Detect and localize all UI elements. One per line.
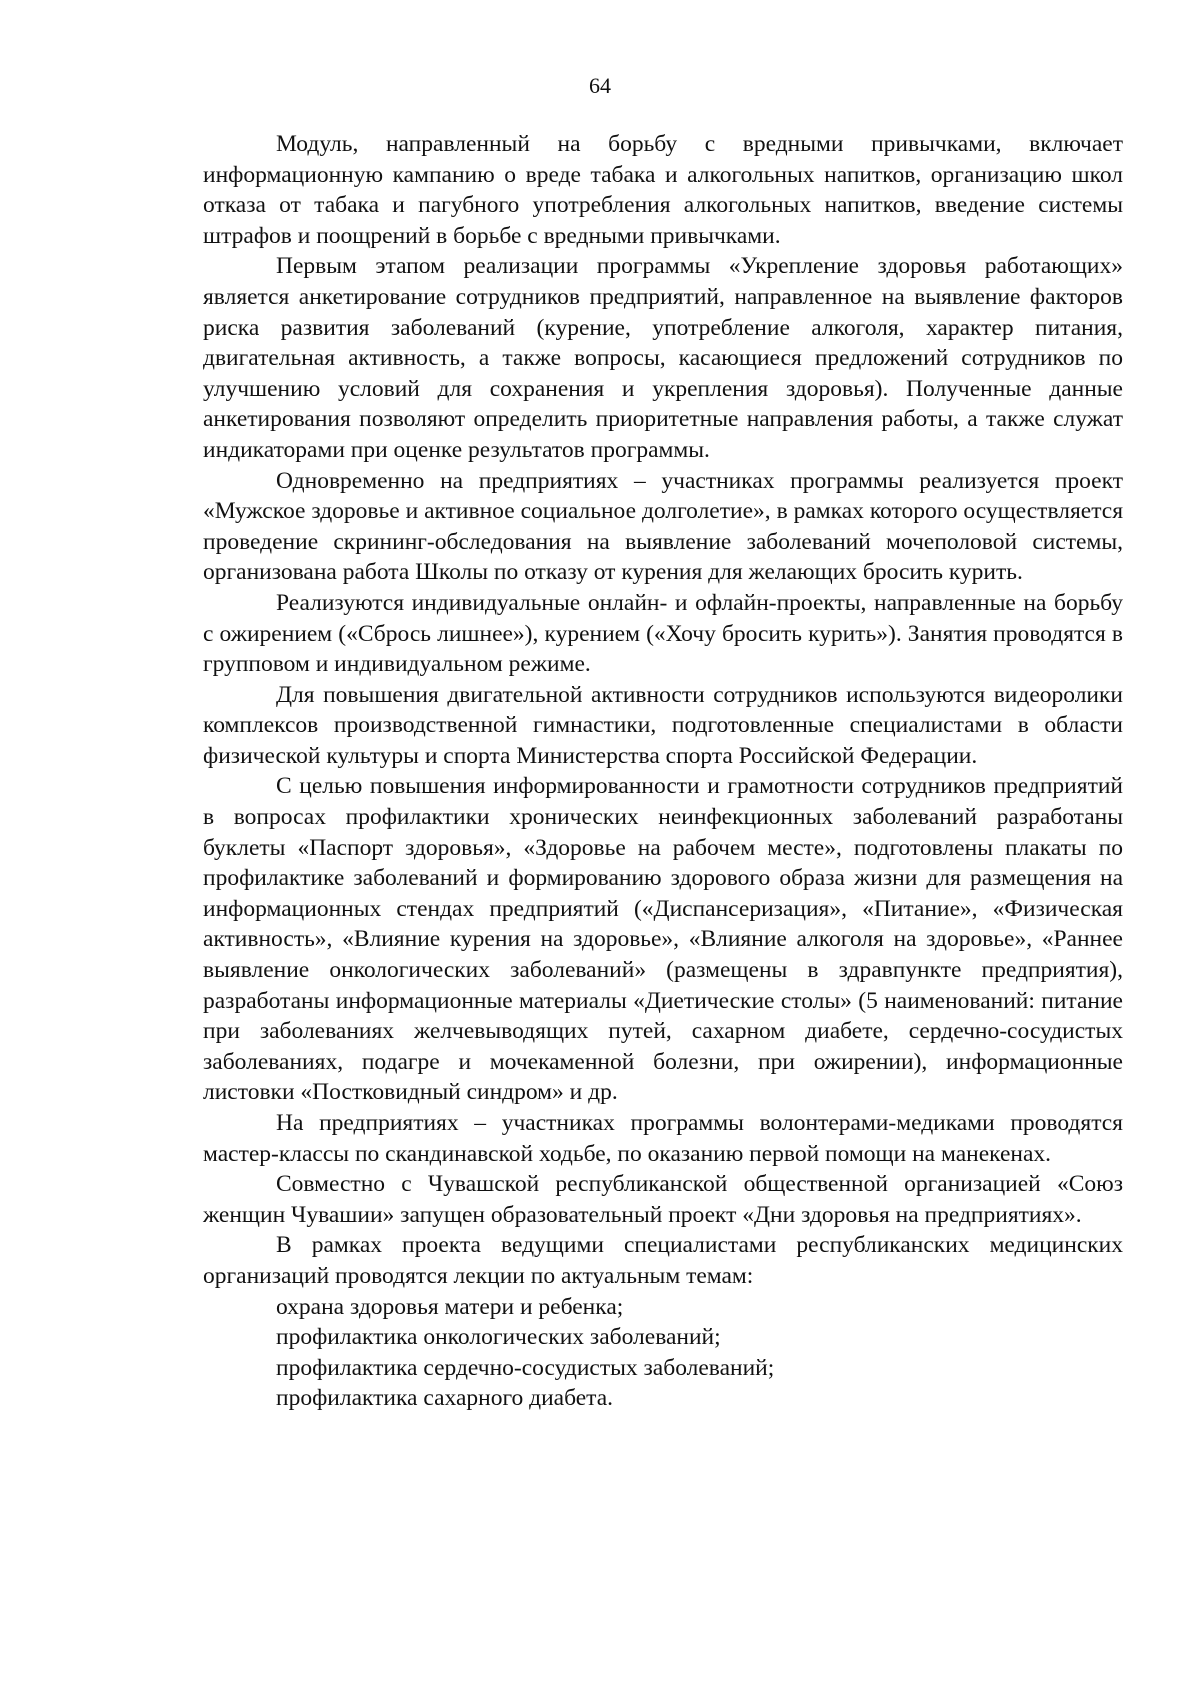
page-number: 64 [589,73,611,98]
list-item: охрана здоровья матери и ребенка; [276,1293,624,1320]
paragraph-information-materials: С целью повышения информированности и грамотности сотрудников предприятий в вопросах профилактики хронических неинфекционных заболеваний разработаны буклеты «Паспорт здоровья», «Здоровье на рабочем месте», подготовлены плакаты по профилактике заболеваний и формированию здорового образа жизни для размещения на информационных стендах предприятий («Диспансеризация», «Питание», «Физическая активность», «Влияние курения на здоровье», «Влияние алкоголя на здоровье», «Раннее выявление онкологических заболеваний» (размещены в здравпункте предприятия), разработаны информационные материалы «Диетические столы» (5 наименований: питание при заболеваниях желчевыводящих путей, сахарном диабете, сердечно-сосудистых заболеваниях, подагре и мочекаменной болезни, при ожирении), информационные листовки «Постковидный синдром» и др. [203,773,1123,1106]
lecture-topics-list [203,1292,1123,1414]
paragraph-lectures-intro: В рамках проекта ведущими специалистами республиканских медицинских организаций проводятся лекции по актуальным темам: [203,1232,1123,1289]
paragraph-volunteer-master-classes: На предприятиях – участниках программы волонтерами-медиками проводятся мастер-классы по скандинавской ходьбе, по оказанию первой помощи на манекенах. [203,1110,1123,1167]
page-body [203,129,1123,1414]
list-item: профилактика сахарного диабета. [276,1385,614,1412]
paragraph-mens-health-project: Одновременно на предприятиях – участниках программы реализуется проект «Мужское здоровье и активное социальное долголетие», в рамках которого осуществляется проведение скрининг-обследования на выявление заболеваний мочеполовой системы, организована работа Школы по отказу от курения для желающих бросить курить. [203,467,1123,586]
paragraph-survey-stage: Первым этапом реализации программы «Укрепление здоровья работающих» является анкетирование сотрудников предприятий, направленное на выявление факторов риска развития заболеваний (курение, употребление алкоголя, характер питания, двигательная активность, а также вопросы, касающиеся предложений сотрудников по улучшению условий для сохранения и укрепления здоровья). Полученные данные анкетирования позволяют определить приоритетные направления работы, а также служат индикаторами при оценке результатов программы. [203,253,1123,463]
list-item: профилактика онкологических заболеваний; [276,1324,721,1351]
paragraph-online-offline-projects: Реализуются индивидуальные онлайн- и офлайн-проекты, направленные на борьбу с ожирением («Сбрось лишнее»), курением («Хочу бросить курить»). Занятия проводятся в групповом и индивидуальном режиме. [203,589,1123,678]
list-item: профилактика сердечно-сосудистых заболеваний; [276,1354,775,1381]
paragraph-physical-activity: Для повышения двигательной активности сотрудников используются видеоролики комплексов производственной гимнастики, подготовленные специалистами в области физической культуры и спорта Министерства спорта Российской Федерации. [203,681,1123,769]
paragraph-health-days-project: Совместно с Чувашской республиканской общественной организацией «Союз женщин Чувашии» запущен образовательный проект «Дни здоровья на предприятиях». [203,1171,1123,1228]
paragraph-bad-habits-module: Модуль, направленный на борьбу с вредными привычками, включает информационную кампанию о вреде табака и алкогольных напитков, организацию школ отказа от табака и пагубного употребления алкогольных напитков, введение системы штрафов и поощрений в борьбе с вредными привычками. [203,131,1123,249]
